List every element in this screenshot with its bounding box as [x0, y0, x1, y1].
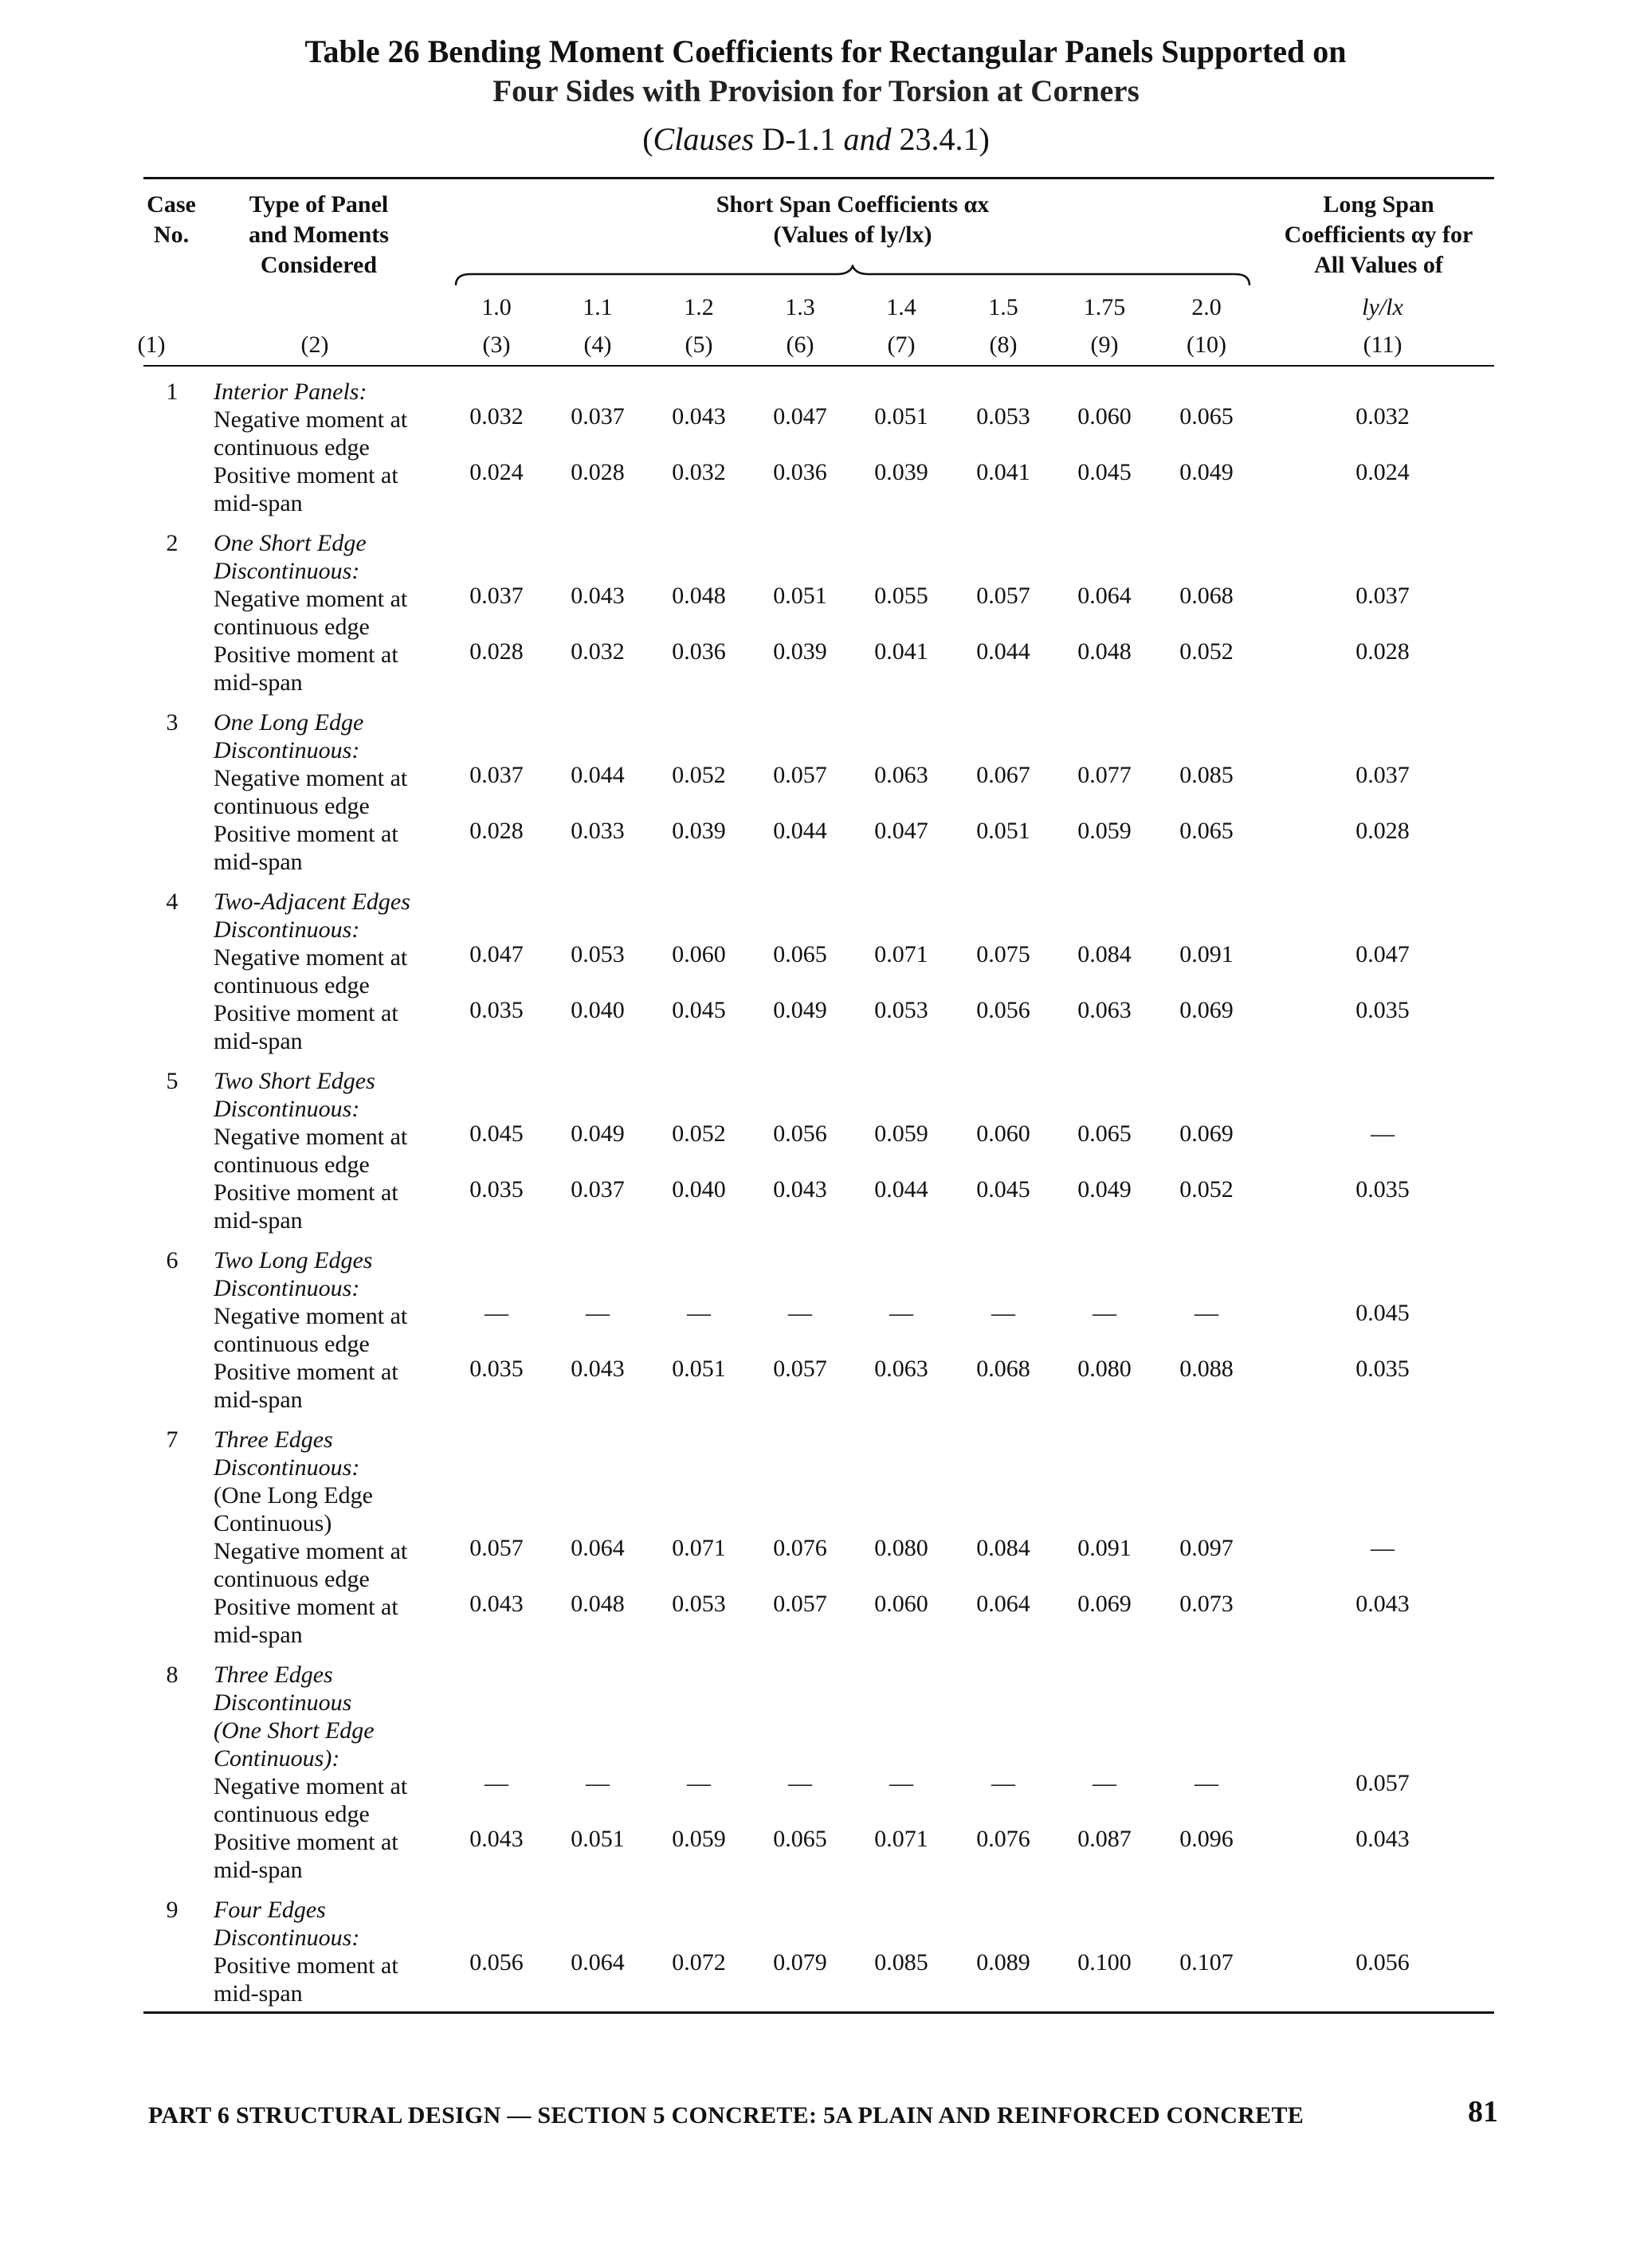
- short-span-coefficient: 0.048: [571, 1591, 625, 1617]
- ratio-header-cell: 1.5: [988, 294, 1018, 320]
- short-span-coefficient: 0.065: [1179, 403, 1234, 430]
- panel-type-text: Discontinuous:: [214, 916, 360, 943]
- moment-label: Positive moment at: [214, 821, 398, 847]
- short-span-coefficient: 0.024: [469, 459, 524, 485]
- short-span-coefficient: 0.063: [874, 762, 928, 788]
- moment-label: Negative moment at: [214, 406, 408, 433]
- table-top-rule: [143, 177, 1494, 179]
- short-span-coefficient: 0.028: [571, 459, 625, 485]
- panel-type-text: Two Long Edges: [214, 1247, 373, 1273]
- moment-label: mid-span: [214, 1028, 303, 1054]
- column-index-cell: (9): [1090, 332, 1119, 358]
- short-span-coefficient: 0.052: [1179, 1176, 1234, 1203]
- panel-type-text: Three Edges: [214, 1426, 333, 1453]
- short-span-coefficient: 0.032: [672, 459, 726, 485]
- short-span-coefficient: 0.040: [571, 997, 625, 1023]
- short-span-coefficient: —: [889, 1300, 913, 1326]
- short-span-coefficient: 0.084: [976, 1535, 1030, 1561]
- header-case-no: Case No.: [147, 191, 196, 248]
- short-span-coefficient: 0.045: [976, 1176, 1030, 1203]
- header-short-span: Short Span Coefficients αx (Values of ly/lx): [716, 191, 990, 248]
- short-span-coefficient: 0.039: [874, 459, 928, 485]
- long-span-coefficient: 0.032: [1355, 403, 1410, 430]
- short-span-coefficient: 0.052: [1179, 638, 1234, 665]
- column-index-cell: (7): [887, 332, 916, 358]
- panel-type-label: [214, 916, 359, 944]
- short-span-coefficient: 0.065: [773, 941, 827, 967]
- short-span-coefficient: 0.032: [469, 403, 524, 430]
- long-span-coefficient: 0.037: [1355, 583, 1410, 609]
- panel-type-text: Two Short Edges: [214, 1068, 375, 1094]
- panel-type-label: [214, 529, 367, 557]
- long-span-coefficient: 0.035: [1355, 997, 1410, 1023]
- short-span-coefficient: 0.068: [1179, 583, 1234, 609]
- long-span-coefficient: 0.037: [1355, 762, 1410, 788]
- short-span-coefficient: 0.085: [874, 1949, 928, 1976]
- moment-label: continuous edge: [214, 1566, 370, 1592]
- column-index-cell: (3): [482, 332, 511, 358]
- moment-label: Positive moment at: [214, 1829, 398, 1855]
- panel-type-text: Discontinuous:: [214, 1925, 360, 1951]
- long-span-coefficient: 0.043: [1355, 1591, 1410, 1617]
- case-number: 5: [166, 1068, 178, 1094]
- panel-type-label: [214, 1246, 372, 1274]
- moment-label: mid-span: [214, 490, 303, 516]
- short-span-coefficient: 0.047: [469, 941, 524, 967]
- short-span-coefficient: 0.060: [874, 1591, 928, 1617]
- panel-type-label: [214, 708, 363, 736]
- long-span-coefficient: 0.056: [1355, 1949, 1410, 1976]
- header-bottom-rule: [143, 365, 1494, 367]
- short-span-coefficient: 0.045: [469, 1120, 524, 1147]
- short-span-coefficient: 0.107: [1179, 1949, 1234, 1976]
- short-span-coefficient: 0.069: [1179, 1120, 1234, 1147]
- panel-type-text: Three Edges: [214, 1662, 333, 1688]
- moment-label: continuous edge: [214, 434, 370, 461]
- long-span-coefficient: 0.024: [1355, 459, 1410, 485]
- short-span-coefficient: 0.060: [1077, 403, 1132, 430]
- short-span-coefficient: 0.096: [1179, 1826, 1234, 1852]
- short-span-coefficient: 0.057: [773, 762, 827, 788]
- short-span-coefficient: 0.048: [672, 583, 726, 609]
- long-span-coefficient: 0.028: [1355, 818, 1410, 844]
- short-span-coefficient: 0.044: [976, 638, 1030, 665]
- moment-label: mid-span: [214, 1207, 303, 1234]
- panel-type-label: [214, 1689, 351, 1717]
- short-span-coefficient: 0.077: [1077, 762, 1132, 788]
- panel-type-text: Discontinuous:: [214, 558, 360, 584]
- short-span-coefficient: 0.049: [773, 997, 827, 1023]
- panel-type-label: [214, 557, 359, 585]
- panel-type-note: Continuous): [214, 1510, 332, 1536]
- panel-type-note: (One Long Edge: [214, 1482, 373, 1509]
- short-span-coefficient: 0.037: [571, 403, 625, 430]
- panel-type-text: Discontinuous:: [214, 1096, 360, 1122]
- short-span-coefficient: 0.039: [773, 638, 827, 665]
- long-span-coefficient: 0.045: [1355, 1300, 1410, 1326]
- panel-type-text: Discontinuous:: [214, 737, 360, 763]
- table-bottom-rule: [143, 2011, 1494, 2014]
- long-ratio-header: ly/lx: [1362, 294, 1403, 320]
- short-span-coefficient: 0.076: [976, 1826, 1030, 1852]
- ratio-header-cell: 1.2: [684, 294, 714, 320]
- short-span-coefficient: 0.053: [976, 403, 1030, 430]
- short-span-coefficient: 0.049: [571, 1120, 625, 1147]
- ratio-header-cell: 2.0: [1191, 294, 1222, 320]
- short-span-coefficient: 0.080: [874, 1535, 928, 1561]
- moment-label: mid-span: [214, 669, 303, 696]
- column-index-cell: (10): [1187, 332, 1226, 358]
- panel-type-text: Continuous):: [214, 1745, 340, 1772]
- short-span-coefficient: 0.043: [773, 1176, 827, 1203]
- short-span-coefficient: 0.069: [1179, 997, 1234, 1023]
- short-span-coefficient: 0.045: [672, 997, 726, 1023]
- moment-label: Positive moment at: [214, 1179, 398, 1206]
- short-span-coefficient: 0.051: [571, 1826, 625, 1852]
- short-span-coefficient: 0.047: [773, 403, 827, 430]
- table-subtitle: Four Sides with Provision for Torsion at Corners: [492, 74, 1140, 108]
- short-span-coefficient: 0.047: [874, 818, 928, 844]
- panel-type-label: [214, 1896, 326, 1924]
- column-index-cell: (2): [300, 332, 329, 358]
- short-span-coefficient: 0.043: [571, 1356, 625, 1382]
- panel-type-label: [214, 1067, 375, 1095]
- short-span-coefficient: 0.089: [976, 1949, 1030, 1976]
- panel-type-text: Four Edges: [214, 1897, 326, 1923]
- panel-type-label: [214, 888, 410, 916]
- case-number: 2: [166, 530, 178, 556]
- short-span-coefficient: —: [1195, 1770, 1218, 1796]
- ratio-header-cell: 1.4: [886, 294, 916, 320]
- short-span-coefficient: —: [1093, 1770, 1116, 1796]
- case-number: 6: [166, 1247, 178, 1273]
- short-span-coefficient: 0.039: [672, 818, 726, 844]
- panel-type-label: [214, 1095, 359, 1123]
- short-span-coefficient: 0.035: [469, 1356, 524, 1382]
- short-span-coefficient: 0.056: [976, 997, 1030, 1023]
- moment-label: continuous edge: [214, 1152, 370, 1178]
- table-title: Table 26 Bending Moment Coefficients for Rectangular Panels Supported on: [304, 33, 1347, 69]
- panel-type-label: [214, 378, 367, 406]
- short-span-coefficient: 0.037: [469, 583, 524, 609]
- moment-label: mid-span: [214, 849, 303, 875]
- moment-label: continuous edge: [214, 972, 370, 999]
- short-span-coefficient: 0.069: [1077, 1591, 1132, 1617]
- short-span-coefficient: 0.043: [672, 403, 726, 430]
- short-span-coefficient: 0.057: [773, 1591, 827, 1617]
- short-span-coefficient: 0.048: [1077, 638, 1132, 665]
- short-span-coefficient: 0.053: [571, 941, 625, 967]
- short-span-coefficient: 0.057: [976, 583, 1030, 609]
- panel-type-label: [214, 1426, 333, 1454]
- ratio-header-cell: 1.75: [1083, 294, 1126, 320]
- short-span-coefficient: 0.051: [773, 583, 827, 609]
- moment-label: Negative moment at: [214, 765, 408, 791]
- column-index-cell: (4): [583, 332, 612, 358]
- moment-label: mid-span: [214, 1387, 303, 1413]
- short-span-coefficient: 0.063: [874, 1356, 928, 1382]
- short-span-coefficient: 0.060: [976, 1120, 1030, 1147]
- moment-label: Positive moment at: [214, 1594, 398, 1620]
- case-number: 7: [166, 1426, 178, 1453]
- short-span-coefficient: 0.035: [469, 1176, 524, 1203]
- short-span-coefficient: 0.049: [1077, 1176, 1132, 1203]
- short-span-coefficient: 0.059: [874, 1120, 928, 1147]
- page-number: 81: [1468, 2095, 1498, 2129]
- panel-type-label: [214, 1661, 333, 1689]
- panel-type-text: Two-Adjacent Edges: [214, 889, 410, 915]
- short-span-coefficient: 0.044: [874, 1176, 928, 1203]
- moment-label: mid-span: [214, 1857, 303, 1883]
- moment-label: Negative moment at: [214, 1538, 408, 1564]
- short-span-coefficient: 0.091: [1179, 941, 1234, 967]
- short-span-coefficient: 0.055: [874, 583, 928, 609]
- short-span-coefficient: 0.059: [1077, 818, 1132, 844]
- panel-type-label: [214, 1744, 339, 1772]
- short-span-coefficient: 0.088: [1179, 1356, 1234, 1382]
- case-number: 3: [166, 709, 178, 736]
- column-index-cell: (6): [786, 332, 814, 358]
- short-span-coefficient: 0.036: [672, 638, 726, 665]
- short-span-coefficient: 0.051: [874, 403, 928, 430]
- short-span-coefficient: 0.056: [773, 1120, 827, 1147]
- long-span-coefficient: 0.035: [1355, 1176, 1410, 1203]
- short-span-coefficient: —: [1195, 1300, 1218, 1326]
- short-span-coefficient: 0.052: [672, 762, 726, 788]
- moment-label: Negative moment at: [214, 1303, 408, 1329]
- moment-label: Negative moment at: [214, 944, 408, 971]
- case-number: 4: [166, 889, 178, 915]
- panel-type-text: One Long Edge: [214, 709, 364, 736]
- short-span-coefficient: —: [687, 1770, 711, 1796]
- ratio-header-cell: 1.0: [481, 294, 512, 320]
- short-span-coefficient: 0.084: [1077, 941, 1132, 967]
- short-span-coefficient: —: [484, 1770, 508, 1796]
- short-span-coefficient: —: [687, 1300, 711, 1326]
- moment-label: Positive moment at: [214, 1952, 398, 1979]
- short-span-coefficient: 0.071: [672, 1535, 726, 1561]
- short-span-coefficient: 0.097: [1179, 1535, 1234, 1561]
- short-span-coefficient: 0.044: [773, 818, 827, 844]
- long-span-coefficient: 0.047: [1355, 941, 1410, 967]
- case-number: 1: [166, 379, 178, 405]
- panel-type-label: [214, 1274, 359, 1302]
- short-span-coefficient: 0.072: [672, 1949, 726, 1976]
- short-span-coefficient: 0.087: [1077, 1826, 1132, 1852]
- short-span-coefficient: 0.051: [672, 1356, 726, 1382]
- short-span-coefficient: 0.064: [571, 1535, 625, 1561]
- short-span-coefficient: 0.041: [874, 638, 928, 665]
- short-span-coefficient: —: [991, 1300, 1015, 1326]
- moment-label: Negative moment at: [214, 586, 408, 612]
- short-span-coefficient: 0.091: [1077, 1535, 1132, 1561]
- long-span-coefficient: —: [1371, 1535, 1395, 1561]
- short-span-coefficient: 0.037: [469, 762, 524, 788]
- short-span-coefficient: 0.073: [1179, 1591, 1234, 1617]
- running-footer: PART 6 STRUCTURAL DESIGN — SECTION 5 CONCRETE: 5A PLAIN AND REINFORCED CONCRETE: [148, 2102, 1304, 2129]
- short-span-coefficient: 0.053: [874, 997, 928, 1023]
- short-span-coefficient: —: [889, 1770, 913, 1796]
- short-span-coefficient: 0.079: [773, 1949, 827, 1976]
- moment-label: Negative moment at: [214, 1124, 408, 1150]
- long-span-coefficient: 0.057: [1355, 1770, 1410, 1796]
- short-span-coefficient: 0.057: [469, 1535, 524, 1561]
- panel-type-label: [214, 1924, 359, 1952]
- short-span-coefficient: 0.028: [469, 818, 524, 844]
- moment-label: Positive moment at: [214, 1000, 398, 1026]
- short-span-coefficient: 0.040: [672, 1176, 726, 1203]
- long-span-coefficient: —: [1371, 1120, 1395, 1147]
- short-span-coefficient: 0.063: [1077, 997, 1132, 1023]
- short-span-coefficient: 0.059: [672, 1826, 726, 1852]
- panel-type-label: [214, 1454, 359, 1481]
- short-span-coefficient: 0.043: [469, 1826, 524, 1852]
- panel-type-text: Interior Panels:: [214, 379, 367, 405]
- short-span-coefficient: 0.064: [571, 1949, 625, 1976]
- short-span-coefficient: 0.044: [571, 762, 625, 788]
- column-index-cell: (11): [1363, 332, 1402, 358]
- short-span-coefficient: 0.052: [672, 1120, 726, 1147]
- panel-type-text: One Short Edge: [214, 530, 367, 556]
- short-span-coefficient: 0.068: [976, 1356, 1030, 1382]
- short-span-coefficient: 0.043: [571, 583, 625, 609]
- short-span-coefficient: 0.045: [1077, 459, 1132, 485]
- moment-label: continuous edge: [214, 614, 370, 640]
- short-span-coefficient: 0.060: [672, 941, 726, 967]
- short-span-coefficient: —: [586, 1770, 610, 1796]
- short-span-coefficient: 0.076: [773, 1535, 827, 1561]
- short-span-coefficient: 0.075: [976, 941, 1030, 967]
- short-span-coefficient: 0.100: [1077, 1949, 1132, 1976]
- panel-type-text: Discontinuous:: [214, 1275, 360, 1301]
- short-span-coefficient: —: [586, 1300, 610, 1326]
- panel-type-label: [214, 1717, 375, 1744]
- moment-label: continuous edge: [214, 1331, 370, 1357]
- table-title-block: [0, 32, 1632, 159]
- short-span-coefficient: 0.065: [1179, 818, 1234, 844]
- panel-type-text: (One Short Edge: [214, 1717, 375, 1744]
- short-span-coefficient: 0.065: [1077, 1120, 1132, 1147]
- panel-type-text: Discontinuous: [214, 1689, 352, 1716]
- short-span-coefficient: 0.032: [571, 638, 625, 665]
- moment-label: Positive moment at: [214, 1359, 398, 1385]
- short-span-coefficient: 0.036: [773, 459, 827, 485]
- short-span-coefficient: 0.065: [773, 1826, 827, 1852]
- moment-label: Negative moment at: [214, 1773, 408, 1799]
- short-span-coefficient: —: [484, 1300, 508, 1326]
- moment-label: mid-span: [214, 1980, 303, 2007]
- short-span-coefficient: 0.035: [469, 997, 524, 1023]
- short-span-coefficient: —: [788, 1770, 812, 1796]
- long-span-coefficient: 0.035: [1355, 1356, 1410, 1382]
- short-span-coefficient: 0.041: [976, 459, 1030, 485]
- column-index-cell: (1): [137, 332, 166, 358]
- short-span-coefficient: —: [991, 1770, 1015, 1796]
- header-type-of-panel: Type of Panel and Moments Considered: [249, 191, 389, 278]
- moment-label: Positive moment at: [214, 462, 398, 489]
- short-span-coefficient: 0.049: [1179, 459, 1234, 485]
- short-span-coefficient: 0.028: [469, 638, 524, 665]
- case-number: 8: [166, 1662, 178, 1688]
- short-span-coefficient: 0.064: [1077, 583, 1132, 609]
- short-span-coefficient: 0.056: [469, 1949, 524, 1976]
- short-span-coefficient: 0.067: [976, 762, 1030, 788]
- ratio-header-cell: 1.3: [785, 294, 815, 320]
- column-index-cell: (8): [989, 332, 1018, 358]
- panel-type-text: Discontinuous:: [214, 1454, 360, 1481]
- short-span-coefficient: 0.057: [773, 1356, 827, 1382]
- short-span-coefficient: 0.037: [571, 1176, 625, 1203]
- long-span-coefficient: 0.043: [1355, 1826, 1410, 1852]
- short-span-coefficient: 0.053: [672, 1591, 726, 1617]
- column-index-cell: (5): [685, 332, 713, 358]
- short-span-coefficient: —: [788, 1300, 812, 1326]
- short-span-coefficient: 0.033: [571, 818, 625, 844]
- long-span-coefficient: 0.028: [1355, 638, 1410, 665]
- short-span-coefficient: 0.071: [874, 1826, 928, 1852]
- clause-reference: (Clauses D-1.1 and 23.4.1): [642, 121, 990, 157]
- short-span-coefficient: 0.051: [976, 818, 1030, 844]
- case-number: 9: [166, 1897, 178, 1923]
- short-span-coefficient: 0.080: [1077, 1356, 1132, 1382]
- short-span-coefficient: —: [1093, 1300, 1116, 1326]
- moment-label: continuous edge: [214, 793, 370, 819]
- header-long-span: Long Span Coefficients αy for All Values of: [1284, 191, 1473, 278]
- short-span-coefficient: 0.043: [469, 1591, 524, 1617]
- moment-label: continuous edge: [214, 1801, 370, 1827]
- short-span-brace: [454, 265, 1251, 288]
- moment-label: Positive moment at: [214, 642, 398, 668]
- moment-label: mid-span: [214, 1622, 303, 1648]
- panel-type-label: [214, 736, 359, 764]
- short-span-coefficient: 0.064: [976, 1591, 1030, 1617]
- short-span-coefficient: 0.085: [1179, 762, 1234, 788]
- ratio-header-cell: 1.1: [583, 294, 613, 320]
- short-span-coefficient: 0.071: [874, 941, 928, 967]
